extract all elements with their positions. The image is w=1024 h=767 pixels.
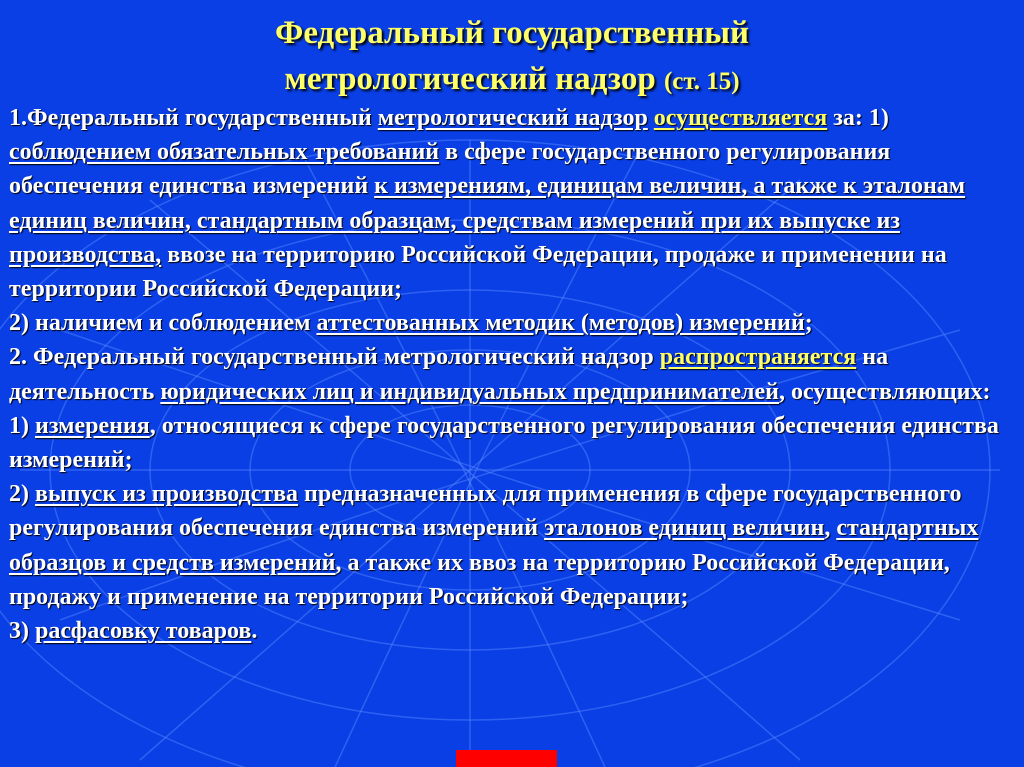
p3-text-3: , осуществляющих: [779, 378, 991, 405]
title-line-1: Федеральный государственный [274, 15, 750, 51]
paragraph-3 [9, 340, 1015, 408]
paragraph-4 [9, 409, 1015, 477]
p6-text: 3) [9, 618, 35, 645]
p1-highlight-term: осуществляется [653, 105, 828, 131]
p5-text: 2) [9, 481, 35, 508]
p1-underlined-phrase: соблюдением обязательных требований [9, 139, 440, 166]
p4-text-2: , относящиеся к сфере государственного регулирования обеспечения единства измерений; [9, 412, 999, 474]
title-line-2-text: метрологический надзор [284, 61, 656, 97]
p5-underlined-phrase: выпуск из производства [35, 481, 299, 508]
paragraph-5 [9, 477, 1015, 614]
paragraph-6 [9, 614, 1015, 648]
p1-underlined-list: к измерениям, единицам величин, а также к эталонам единиц величин, стандартным образцам, средствам измерений при их выпуске из производства, [9, 173, 966, 268]
p2-text-2: ; [804, 310, 813, 337]
p5-underlined-phrase-2: эталонов единиц величин [544, 515, 825, 542]
red-accent-box [456, 750, 557, 767]
p3-text-2: на деятельность [9, 344, 889, 405]
article-reference: (ст. 15) [663, 68, 740, 95]
p5-text-3: , [824, 515, 837, 542]
p2-text: 2) наличием и соблюдением [9, 310, 317, 337]
paragraph-1 [9, 101, 1015, 306]
p1-underlined-term: метрологический надзор [377, 105, 648, 131]
p3-text: 2. Федеральный государственный метрологический надзор [9, 344, 660, 371]
p6-text-2: . [251, 618, 258, 645]
p4-underlined-term: измерения [35, 412, 150, 439]
p1-text: 1.Федеральный государственный [9, 105, 378, 131]
paragraph-2 [9, 306, 1015, 340]
p2-underlined-phrase: аттестованных методик (методов) измерений [316, 310, 805, 337]
p5-underlined-phrase-3: стандартных образцов и средств измерений [9, 515, 979, 576]
title-line-2 [0, 56, 1024, 105]
slide-title [0, 10, 1024, 105]
p3-underlined-phrase: юридических лиц и индивидуальных предпринимателей [160, 378, 779, 405]
p3-highlight-term: распространяется [659, 344, 857, 371]
p1-text-4: ввозе на территорию Российской Федерации, продаже и применении на территории Российской Федерации; [9, 241, 947, 303]
p5-text-2: предназначенных для применения в сфере государственного регулирования обеспечения единства измерений [9, 481, 962, 542]
p6-underlined-phrase: расфасовку товаров [35, 618, 252, 645]
p5-text-4: , а также их ввоз на территорию Российской Федерации, продажу и применение на территории Российской Федерации; [9, 549, 950, 610]
p1-text-2: за: 1) [827, 105, 889, 131]
p4-text: 1) [9, 412, 35, 439]
p1-text-3: в сфере государственного регулирования обеспечения единства измерений [9, 139, 891, 200]
slide-body [9, 101, 1015, 648]
